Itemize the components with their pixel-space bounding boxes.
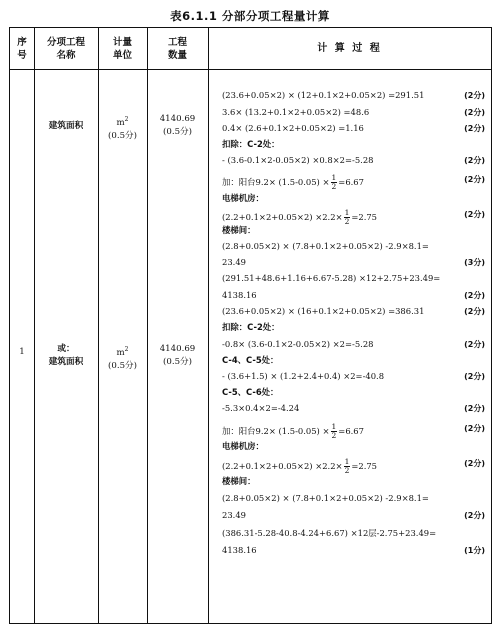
quantity-1: 4140.69 (0.5分) <box>159 114 196 137</box>
quantity-2: 4140.69 (0.5分) <box>159 344 196 367</box>
calc-result: =2.75 <box>351 461 378 471</box>
calc-line <box>222 458 485 475</box>
calc-line <box>222 403 485 414</box>
calc-line <box>222 209 485 226</box>
score-label: (2分) <box>464 210 485 219</box>
score-label: (2分) <box>464 424 485 433</box>
header-calc: 计 算 过 程 <box>317 43 382 54</box>
calc-text: -0.8× (3.6-0.1×2-0.05×2) ×2=-5.28 <box>222 339 374 349</box>
calc-text: (2.2+0.1×2+0.05×2) ×2.2× <box>222 461 343 471</box>
score-label: (2分) <box>464 307 485 316</box>
fraction: $\frac{1}{2}$ <box>331 173 337 191</box>
calc-text: 4138.16 <box>222 290 257 300</box>
calc-line <box>222 193 485 204</box>
score-label: (2分) <box>464 511 485 520</box>
calc-text: 楼梯间： <box>222 476 256 486</box>
calc-text: C-4、C-5处： <box>222 355 279 365</box>
calc-text: (386.31-5.28-40.8-4.24+6.67) ×12层-2.75+23.49= <box>222 528 437 538</box>
calc-text: 23.49 <box>222 257 246 267</box>
calc-line <box>222 225 485 236</box>
col-divider <box>208 28 209 623</box>
calc-text: 4138.16 <box>222 545 257 555</box>
calc-line <box>222 493 485 504</box>
calc-result: =2.75 <box>351 212 378 222</box>
calc-line <box>222 241 485 252</box>
unit-1: $m^2$ (0.5分) <box>108 116 137 141</box>
calc-result: =6.67 <box>338 426 364 436</box>
calc-line <box>222 355 485 366</box>
calc-text: 楼梯间： <box>222 225 256 235</box>
calc-line <box>222 371 485 382</box>
calc-text: 加：阳台9.2× (1.5-0.05) × <box>222 177 330 187</box>
fraction: $\frac{1}{2}$ <box>344 208 350 226</box>
score-label: (2分) <box>464 340 485 349</box>
calc-text: C-5、C-6处： <box>222 387 279 397</box>
calc-text: 扣除：C-2处： <box>222 139 280 149</box>
quantity-table <box>9 27 492 624</box>
header-qty: 工程 数量 <box>167 37 187 61</box>
calc-line <box>222 123 485 134</box>
calc-line <box>222 322 485 333</box>
calc-line <box>222 423 485 440</box>
calc-text: 电梯机房： <box>222 193 264 203</box>
col-divider <box>34 28 35 623</box>
calc-line <box>222 273 485 284</box>
calc-text: 电梯机房： <box>222 441 264 451</box>
header-divider <box>10 69 491 70</box>
calc-line <box>222 476 485 487</box>
score-label: (2分) <box>464 108 485 117</box>
score-label: (2分) <box>464 156 485 165</box>
fraction: $\frac{1}{2}$ <box>344 457 350 475</box>
calc-line <box>222 90 485 101</box>
fraction: $\frac{1}{2}$ <box>331 422 337 440</box>
calc-line <box>222 107 485 118</box>
calc-line <box>222 387 485 398</box>
score-label: (2分) <box>464 175 485 184</box>
item-name-1: 建筑面积 <box>48 121 84 131</box>
header-item: 分项工程 名称 <box>46 37 85 61</box>
calc-text: (2.2+0.1×2+0.05×2) ×2.2× <box>222 212 343 222</box>
score-label: (2分) <box>464 459 485 468</box>
calc-line <box>222 441 485 452</box>
score-label: (2分) <box>464 372 485 381</box>
calc-text: 0.4× (2.6+0.1×2+0.05×2) =1.16 <box>222 123 364 133</box>
calc-text: - (3.6+1.5) × (1.2+2.4+0.4) ×2=-40.8 <box>222 371 385 381</box>
score-label: (2分) <box>464 291 485 300</box>
calc-line <box>222 339 485 350</box>
calc-text: (23.6+0.05×2) × (12+0.1×2+0.05×2) =291.51 <box>222 90 425 100</box>
table-title: 表6.1.1 分部分项工程量计算 <box>170 9 330 23</box>
header-unit: 计量 单位 <box>112 37 132 61</box>
calc-text: (2.8+0.05×2) × (7.8+0.1×2+0.05×2) -2.9×8.1= <box>222 493 429 503</box>
calc-line <box>222 139 485 150</box>
calc-line <box>222 155 485 166</box>
calc-text: 加：阳台9.2× (1.5-0.05) × <box>222 426 330 436</box>
row-seq: 1 <box>19 347 25 357</box>
item-name-2: 或： 建筑面积 <box>48 344 84 367</box>
calc-line <box>222 290 485 301</box>
calc-line <box>222 257 485 268</box>
calc-result: =6.67 <box>338 177 364 187</box>
score-label: (3分) <box>464 258 485 267</box>
score-label: (1分) <box>464 546 485 555</box>
calc-text: 23.49 <box>222 510 246 520</box>
score-label: (2分) <box>464 91 485 100</box>
calc-line <box>222 510 485 521</box>
calc-text: 3.6× (13.2+0.1×2+0.05×2) =48.6 <box>222 107 370 117</box>
calc-line <box>222 174 485 191</box>
calc-text: (291.51+48.6+1.16+6.67-5.28) ×12+2.75+23.49= <box>222 273 441 283</box>
calc-line <box>222 528 485 539</box>
calc-text: (23.6+0.05×2) × (16+0.1×2+0.05×2) =386.31 <box>222 306 425 316</box>
score-label: (2分) <box>464 404 485 413</box>
unit-2: $m^2$ (0.5分) <box>108 346 137 371</box>
calc-text: - (3.6-0.1×2-0.05×2) ×0.8×2=-5.28 <box>222 155 374 165</box>
calc-text: 扣除：C-2处： <box>222 322 280 332</box>
calc-line <box>222 306 485 317</box>
score-label: (2分) <box>464 124 485 133</box>
calc-line <box>222 545 485 556</box>
calc-text: (2.8+0.05×2) × (7.8+0.1×2+0.05×2) -2.9×8.1= <box>222 241 429 251</box>
calc-text: -5.3×0.4×2=-4.24 <box>222 403 300 413</box>
header-seq: 序 号 <box>17 37 27 61</box>
